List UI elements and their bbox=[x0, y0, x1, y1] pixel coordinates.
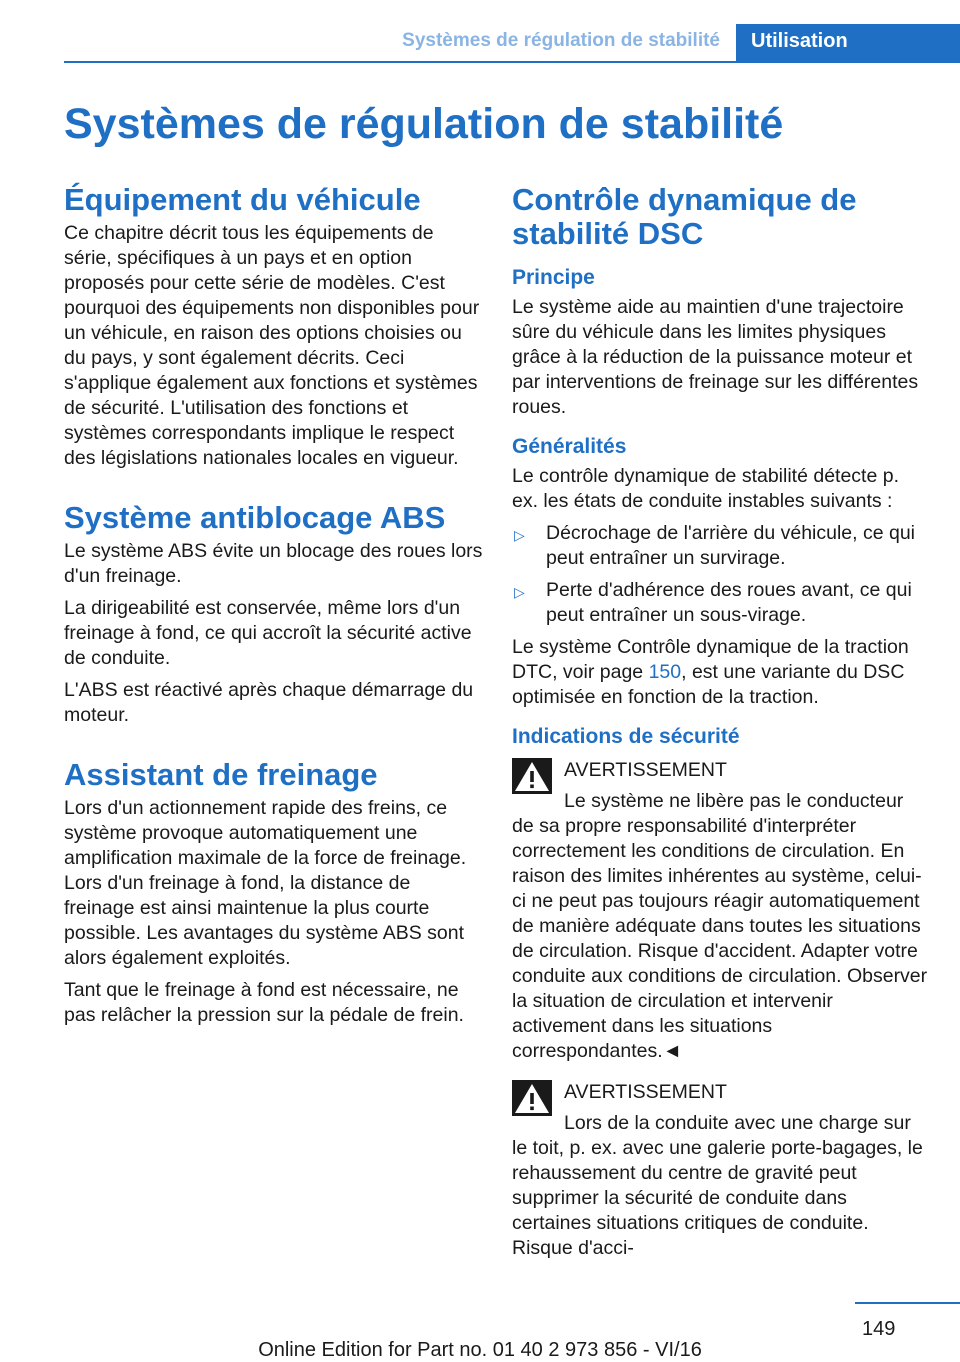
bullet-text: Décrochage de l'arrière du véhicule, ce qui peut entraîner un survirage. bbox=[546, 522, 916, 569]
page-reference-link[interactable]: 150 bbox=[648, 661, 682, 683]
bullet-text: Perte d'adhérence des roues avant, ce qui peut entraîner un sous-virage. bbox=[546, 579, 912, 626]
left-column bbox=[64, 183, 484, 1035]
warning-1-header bbox=[512, 756, 928, 814]
heading-securite: Indications de sécurité bbox=[512, 725, 740, 748]
page-title: Systèmes de régulation de stabilité bbox=[64, 100, 784, 148]
abs-paragraph-3: L'ABS est réactivé après chaque démarrage du moteur. bbox=[64, 679, 474, 726]
warning-2-header-text bbox=[564, 1078, 911, 1136]
header-rule bbox=[64, 61, 960, 63]
header-chapter-tab: Utilisation bbox=[736, 24, 960, 61]
right-column bbox=[512, 183, 928, 1268]
generalites-intro: Le contrôle dynamique de stabilité détecte p. ex. les états de conduite instables suivants : bbox=[512, 465, 900, 512]
warning-1-first-line: Le système ne libère pas le conducteur bbox=[564, 790, 904, 812]
warning-1-text: de sa propre responsabilité d'interpréter correctement les conditions de circulation. En raison des limites inhérentes au système, celui-ci ne peut pas toujours réagir automatiquement de manière adéquate dans toutes les situations de circulation. Risque d'accident. Adapter votre conduite aux conditions de circulation. Observer la situation de circulation et intervenir activement dans les situations correspondantes.◄ bbox=[512, 815, 928, 1062]
heading-principe: Principe bbox=[512, 266, 595, 289]
generalites-bullet-list bbox=[512, 521, 928, 628]
heading-dsc: Contrôle dynamique de stabilité DSC bbox=[512, 182, 857, 251]
warning-2-first-line: Lors de la conduite avec une charge sur bbox=[564, 1112, 911, 1134]
triangle-bullet-icon: ▷ bbox=[514, 584, 525, 600]
warning-1-label: AVERTISSEMENT bbox=[564, 759, 727, 781]
assistant-paragraph-2: Tant que le freinage à fond est nécessaire, ne pas relâcher la pression sur la pédale de frein. bbox=[64, 979, 464, 1026]
warning-1-header-text bbox=[564, 756, 903, 814]
list-item bbox=[512, 521, 928, 571]
heading-assistant: Assistant de freinage bbox=[64, 757, 378, 792]
page-number: 149 bbox=[862, 1318, 896, 1340]
assistant-paragraph-1: Lors d'un actionnement rapide des freins, ce système provoque automatiquement une amplification maximale de la force de freinage. Lors d'un freinage à fond, la distance de freinage est ainsi maintenue la plus courte possible. Les avantages du système ABS sont alors également exploités. bbox=[64, 797, 467, 969]
principe-text: Le système aide au maintien d'une trajectoire sûre du véhicule dans les limites physiques grâce à la réduction de la puissance moteur et par interventions de freinage sur les différentes roues. bbox=[512, 296, 919, 418]
equipement-text: Ce chapitre décrit tous les équipements de série, spécifiques à un pays et en option proposés pour cette série de modèles. C'est pourquoi des équipements non disponibles pour un véhicule, en raison des options choisies ou du pays, y sont également décrits. Ceci s'applique également aux fonctions et systèmes de sécurité. L'utilisation des fonctions et systèmes correspondants implique le respect des législations nationales locales en vigueur. bbox=[64, 222, 480, 469]
header-section-title: Systèmes de régulation de stabilité bbox=[402, 30, 720, 51]
heading-abs: Système antiblocage ABS bbox=[64, 500, 446, 535]
warning-2-text: le toit, p. ex. avec une galerie porte-bagages, le rehaussement du centre de gravité peut supprimer la sécurité de conduite dans certaines situations critiques de conduite. Risque d'acci- bbox=[512, 1137, 923, 1259]
heading-equipement: Équipement du véhicule bbox=[64, 182, 421, 217]
abs-paragraph-1: Le système ABS évite un blocage des roues lors d'un freinage. bbox=[64, 540, 483, 587]
footer-rule bbox=[855, 1302, 960, 1304]
warning-2-label: AVERTISSEMENT bbox=[564, 1081, 727, 1103]
triangle-bullet-icon: ▷ bbox=[514, 527, 525, 543]
dtc-text-before: Le système Contrôle dynamique de la traction DTC, voir page bbox=[512, 636, 909, 683]
footer-edition-text: Online Edition for Part no. 01 40 2 973 856 - VI/16 bbox=[258, 1339, 702, 1361]
list-item bbox=[512, 578, 928, 628]
warning-triangle-icon bbox=[512, 1080, 552, 1116]
abs-paragraph-2: La dirigeabilité est conservée, même lors d'un freinage à fond, ce qui accroît la sécurité active de conduite. bbox=[64, 597, 472, 669]
warning-2-header bbox=[512, 1078, 928, 1136]
warning-triangle-icon bbox=[512, 758, 552, 794]
dtc-text-after: , est une variante du DSC optimisée en fonction de la traction. bbox=[512, 661, 905, 708]
dtc-paragraph bbox=[512, 635, 928, 710]
heading-generalites: Généralités bbox=[512, 435, 627, 458]
